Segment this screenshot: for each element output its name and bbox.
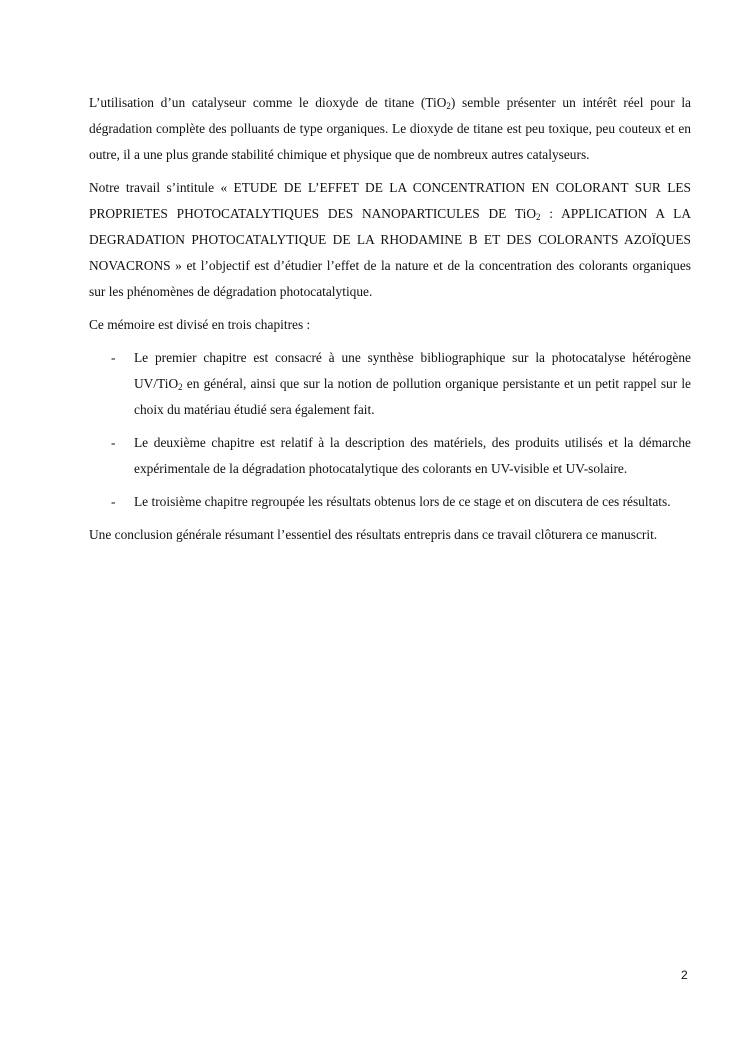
chapter-list <box>89 345 691 515</box>
dash-bullet: - <box>111 435 116 450</box>
list-item: - Le deuxième chapitre est relatif à la description des matériels, des produits utilisés et la démarche expérimentale de la dégradation photocatalytique des colorants en UV-visible et UV-solaire. <box>89 430 691 482</box>
list-item: - Le premier chapitre est consacré à une synthèse bibliographique sur la photocatalyse hétérogène UV/TiO$_2$ en général, ainsi que sur la notion de pollution organique persistante et un petit rappel sur le choix du matériau étudié sera également fait. <box>89 345 691 423</box>
intro-paragraph: L’utilisation d’un catalyseur comme le dioxyde de titane (TiO$_2$) semble présenter un intérêt réel pour la dégradation complète des polluants de type organiques. Le dioxyde de titane est peu toxique, peu couteux et en outre, il a une plus grande stabilité chimique et physique que de nombreux autres catalyseurs. <box>89 95 692 162</box>
dash-bullet: - <box>111 494 116 509</box>
title-paragraph: Notre travail s’intitule « ETUDE DE L’EFFET DE LA CONCENTRATION EN COLORANT SUR LES PROPRIETES PHOTOCATALYTIQUES DES NANOPARTICULES DE TiO$_2$ : APPLICATION A LA DEGRADATION PHOTOCATALYTIQUE DE LA RHODAMINE B ET DES COLORANTS AZOÏQUES NOVACRONS » et l’objectif est d’étudier l’effet de la nature et de la concentration des colorants organiques sur les phénomènes de dégradation photocatalytique. <box>89 180 691 299</box>
structure-paragraph: Ce mémoire est divisé en trois chapitres : <box>89 317 311 332</box>
dash-bullet: - <box>111 350 116 365</box>
list-item: - Le troisième chapitre regroupée les résultats obtenus lors de ce stage et on discutera de ces résultats. <box>89 489 691 515</box>
body-text <box>89 90 691 555</box>
conclusion-paragraph: Une conclusion générale résumant l’essentiel des résultats entrepris dans ce travail clôturera ce manuscrit. <box>89 527 658 542</box>
page-number: 2 <box>681 968 688 982</box>
